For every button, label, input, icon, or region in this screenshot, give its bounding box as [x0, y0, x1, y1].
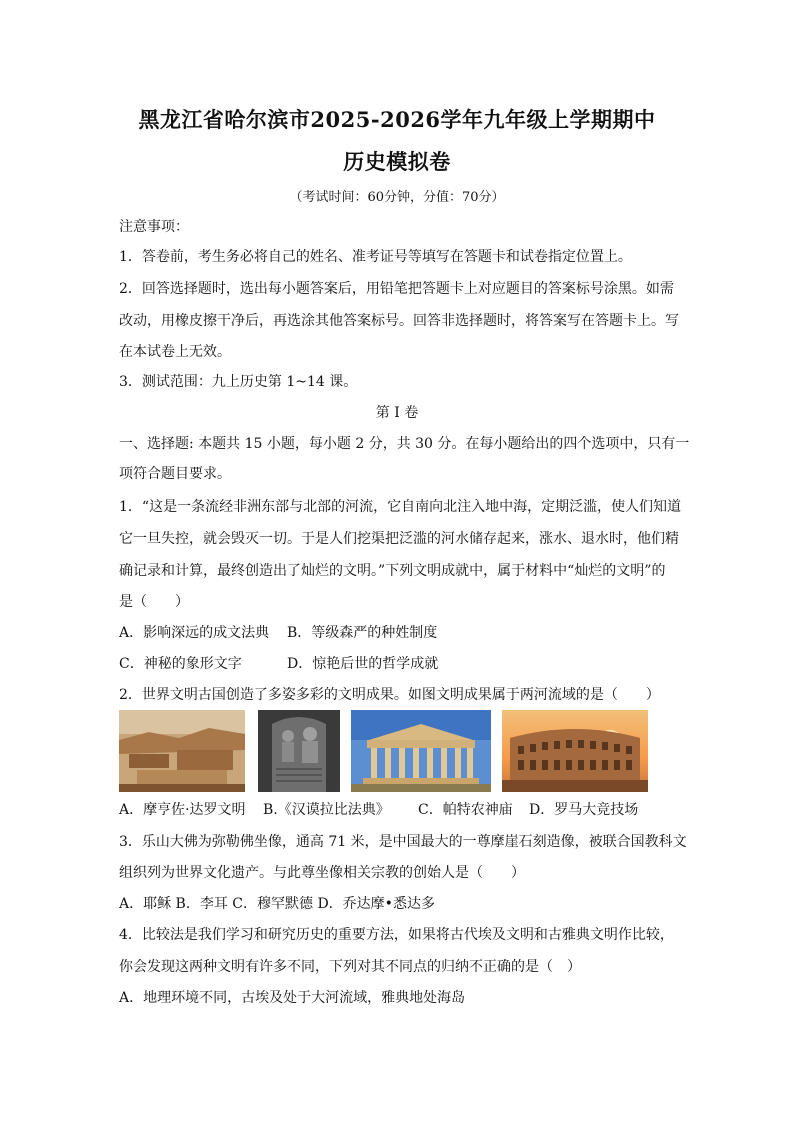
q1-option-d: D．惊艳后世的哲学成就: [287, 656, 439, 672]
exam-title-line2: 历史模拟卷: [343, 149, 451, 174]
q2-option-a: A．摩亨佐·达罗文明: [119, 802, 246, 818]
q4-stem-line1: 4．比较法是我们学习和研究历史的重要方法，如果将古代埃及文明和古雅典文明作比较，: [119, 927, 674, 943]
q1-option-c: C．神秘的象形文字: [119, 656, 242, 672]
exam-title-line1: 黑龙江省哈尔滨市2025-2026学年九年级上学期期中: [138, 107, 656, 132]
section-heading-line2: 项符合题目要求。: [119, 466, 231, 482]
section-heading-line1: 一、选择题: 本题共 15 小题，每小题 2 分，共 30 分。在每小题给出的四个选项中，只有一: [119, 436, 690, 452]
exam-info: （考试时间：60分钟，分值：70分）: [289, 190, 505, 205]
q1-option-b: B．等级森严的种姓制度: [287, 625, 438, 641]
q2-option-c: C．帕特农神庙: [418, 802, 513, 818]
q2-image-hammurabi-stele: [258, 710, 340, 792]
q4-stem-line2: 你会发现这两种文明有许多不同，下列对其不同点的归纳不正确的是（ ）: [119, 959, 581, 975]
note-1: 1．答卷前，考生务必将自己的姓名、准考证号等填写在答题卡和试卷指定位置上。: [119, 249, 632, 265]
q2-option-d: D．罗马大竞技场: [529, 802, 639, 818]
q1-stem-line4: 是（ ）: [119, 594, 189, 610]
note-2-line1: 2．回答选择题时，选出每小题答案后，用铅笔把答题卡上对应题目的答案标号涂黑。如需: [119, 281, 674, 297]
q2-image-colosseum: [502, 710, 648, 792]
q2-stem: 2．世界文明古国创造了多姿多彩的文明成果。如图文明成果属于两河流域的是（ ）: [119, 687, 660, 703]
q1-stem-line2: 它一旦失控，就会毁灭一切。于是人们挖渠把泛滥的河水储存起来，涨水、退水时，他们精: [119, 531, 679, 547]
notes-heading: 注意事项：: [119, 219, 189, 235]
q1-stem-line1: 1．“这是一条流经非洲东部与北部的河流，它自南向北注入地中海，定期泛滥，使人们知道: [119, 499, 682, 515]
note-3: 3．测试范围：九上历史第 1~14 课。: [119, 374, 358, 390]
q2-image-parthenon: [351, 710, 491, 792]
volume-label: 第 I 卷: [375, 405, 419, 421]
note-2-line3: 在本试卷上无效。: [119, 344, 231, 360]
q1-option-a: A．影响深远的成文法典: [119, 625, 270, 641]
q3-options: A．耶稣 B．李耳 C．穆罕默德 D．乔达摩•悉达多: [119, 896, 435, 912]
q1-stem-line3: 确记录和计算，最终创造出了灿烂的文明。”下列文明成就中，属于材料中“灿烂的文明”的: [119, 563, 666, 579]
q2-image-mohenjo-daro-ruins: [119, 710, 245, 792]
q3-stem-line2: 组织列为世界文化遗产。与此尊坐像相关宗教的创始人是（ ）: [119, 865, 525, 881]
q4-option-a: A．地理环境不同，古埃及处于大河流域，雅典地处海岛: [119, 990, 466, 1006]
note-2-line2: 改动，用橡皮擦干净后，再选涂其他答案标号。回答非选择题时，将答案写在答题卡上。写: [119, 313, 679, 329]
q2-option-b: B.《汉谟拉比法典》: [263, 802, 390, 818]
q3-stem-line1: 3．乐山大佛为弥勒佛坐像，通高 71 米，是中国最大的一尊摩崖石刻造像，被联合国教科文: [119, 834, 687, 850]
